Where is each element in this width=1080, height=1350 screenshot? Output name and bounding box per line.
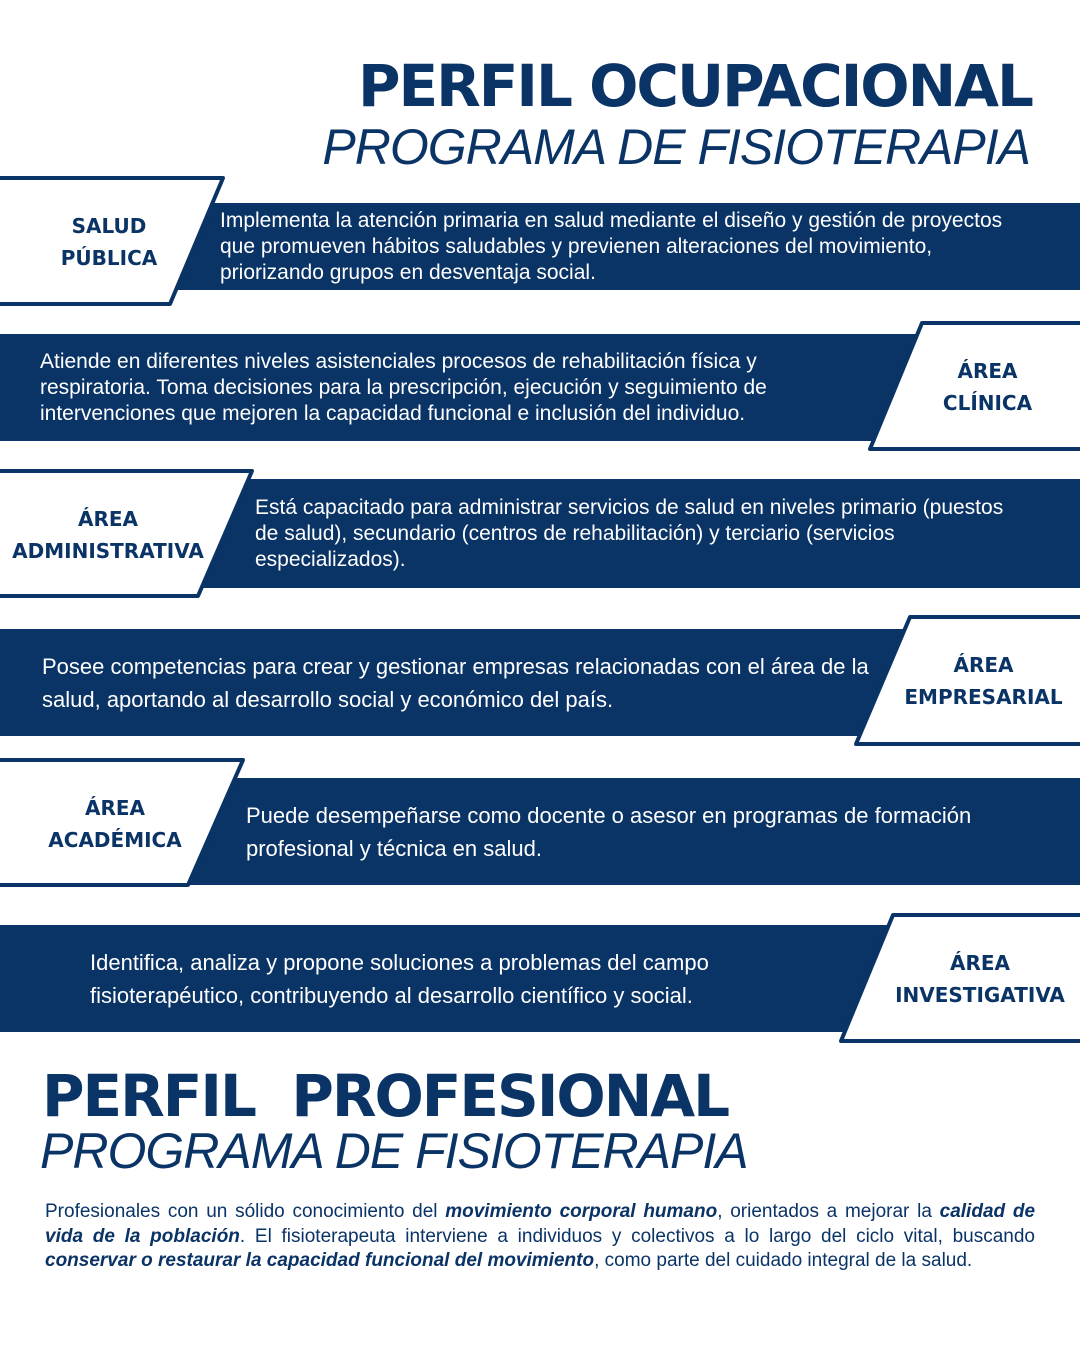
area-description: Está capacitado para administrar servicios de salud en niveles primario (puestos de salud), secundario (centros de rehabilitación) y terciario (servicios especializados).: [255, 495, 1004, 571]
profile-text: , orientados a mejorar la: [717, 1201, 940, 1222]
profile-title: PERFIL PROFESIONAL: [42, 1062, 729, 1130]
area-tab-administrativa: [0, 468, 260, 601]
area-band-academica: [170, 778, 1080, 885]
page-subtitle: PROGRAMA DE FISIOTERAPIA: [322, 119, 1030, 175]
profile-description: [45, 1200, 1035, 1274]
profile-emphasis: calidad de vida de la población: [45, 1201, 1036, 1247]
area-tab-line2: ACADÉMICA: [48, 827, 182, 852]
area-tab-clinica: [860, 320, 1080, 453]
page-title: PERFIL OCUPACIONAL: [357, 52, 1032, 120]
area-band-salud-publica: [150, 203, 1080, 290]
area-tab-line1: ÁREA: [77, 506, 139, 531]
area-tab-line1: SALUD: [71, 213, 147, 238]
area-description: Atiende en diferentes niveles asistenciales procesos de rehabilitación física y respiratoria. Toma decisiones para la prescripción, ejecución y seguimiento de intervenciones que mejoren la capacidad funcional e inclusión del individuo.: [40, 349, 767, 425]
area-tab-line2: INVESTIGATIVA: [895, 982, 1065, 1007]
area-tab-investigativa: [835, 912, 1080, 1045]
area-tab-line1: ÁREA: [949, 950, 1011, 975]
profile-text: Profesionales con un sólido conocimiento del: [45, 1201, 446, 1222]
profile-text: . El fisioterapeuta interviene a individuos y colectivos a lo largo del ciclo vital, buscando: [239, 1225, 1035, 1247]
area-description: Puede desempeñarse como docente o asesor en programas de formación profesional y técnica en salud.: [246, 802, 972, 861]
area-tab-line1: ÁREA: [957, 358, 1018, 383]
area-tab-academica: [0, 757, 250, 890]
area-tab-line1: ÁREA: [953, 653, 1014, 677]
profile-text: , como parte del cuidado integral de la salud.: [594, 1250, 973, 1271]
area-band-empresarial: [0, 629, 950, 736]
area-description: Implementa la atención primaria en salud mediante el diseño y gestión de proyectos que promueven hábitos saludables y previenen alteraciones del movimiento, priorizando grupos en desventaja social.: [220, 208, 1003, 284]
area-description: Identifica, analiza y propone soluciones a problemas del campo fisioterapéutico, contribuyendo al desarrollo científico y social.: [90, 949, 709, 1008]
profile-subtitle: PROGRAMA DE FISIOTERAPIA: [40, 1123, 748, 1179]
profile-emphasis: conservar o restaurar la capacidad funcional del movimiento: [45, 1250, 595, 1271]
area-band-investigativa: [0, 925, 940, 1032]
area-band-administrativa: [180, 479, 1080, 588]
area-tab-line2: PÚBLICA: [60, 245, 158, 270]
area-tab-salud-publica: [0, 175, 230, 308]
area-band-clinica: [0, 334, 960, 441]
area-tab-line1: ÁREA: [84, 795, 146, 820]
area-description: Posee competencias para crear y gestionar empresas relacionadas con el área de la salud, aportando al desarrollo social y económico del país.: [42, 653, 869, 712]
area-tab-empresarial: [848, 614, 1080, 748]
profile-emphasis: movimiento corporal humano: [445, 1201, 718, 1222]
area-tab-line2: CLÍNICA: [942, 390, 1033, 415]
area-tab-line2: EMPRESARIAL: [904, 685, 1063, 709]
area-tab-line2: ADMINISTRATIVA: [12, 538, 204, 563]
